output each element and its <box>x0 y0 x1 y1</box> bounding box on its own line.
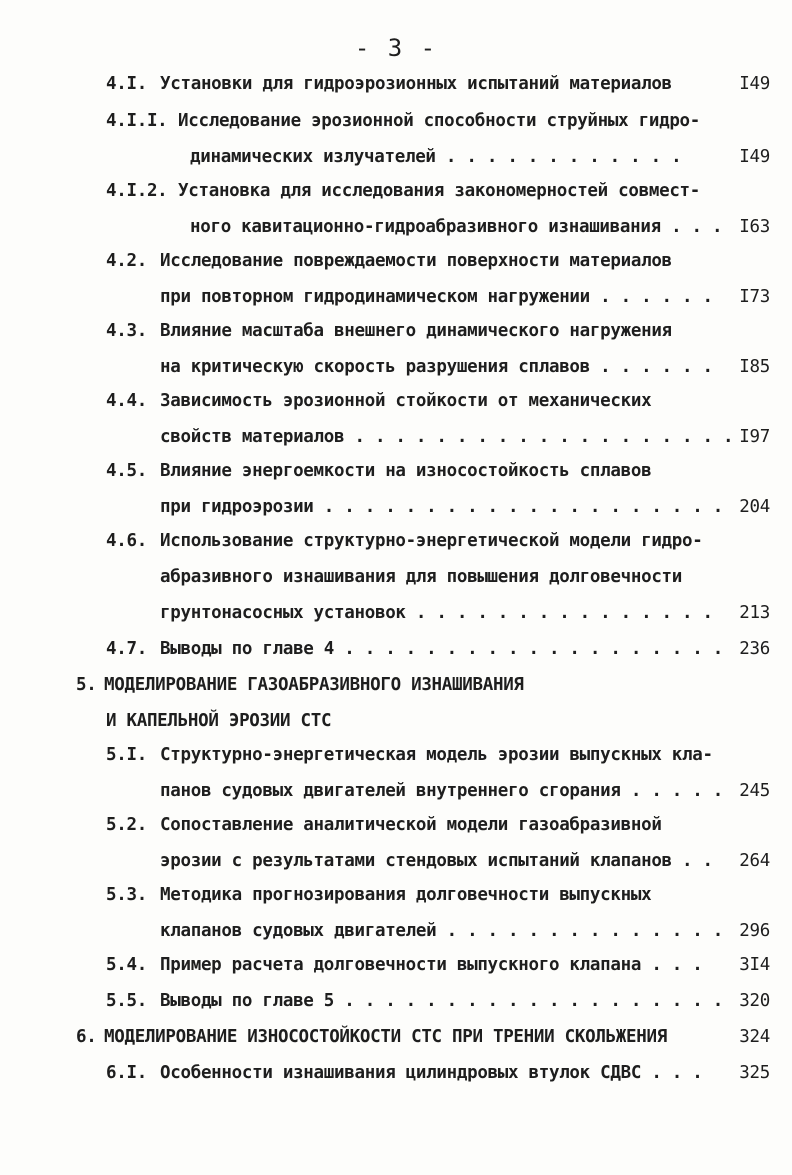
toc-entry-page: 236 <box>739 639 770 659</box>
toc-entry-title: абразивного изнашивания для повышения долговечности <box>160 567 683 587</box>
page-number: - 3 - <box>354 34 438 62</box>
toc-entry-number: 5. <box>76 675 97 695</box>
toc-entry-page: I85 <box>739 357 770 377</box>
toc-entry-title: Влияние энергоемкости на износостойкость сплавов <box>160 461 652 481</box>
toc-entry-title: Установка для исследования закономерностей совмест- <box>178 181 701 201</box>
toc-entry-title: ного кавитационно-гидроабразивного изнашивания . . . <box>190 217 723 237</box>
toc-line <box>0 526 792 556</box>
toc-entry-page: I97 <box>739 427 770 447</box>
toc-line <box>0 986 792 1016</box>
toc-entry-title: Использование структурно-энергетической модели гидро- <box>160 531 703 551</box>
toc-entry-title: динамических излучателей . . . . . . . . . . . . <box>190 147 682 167</box>
toc-entry-number: 4.I.I. <box>106 111 168 131</box>
toc-line <box>0 1022 792 1052</box>
toc-entry-number: 5.3. <box>106 885 147 905</box>
toc-line <box>0 880 792 910</box>
toc-line <box>0 422 792 452</box>
toc-entry-page: 3I4 <box>739 955 770 975</box>
toc-entry-title: Сопоставление аналитической модели газоабразивной <box>160 815 662 835</box>
toc-entry-number: 4.2. <box>106 251 147 271</box>
toc-entry-number: 4.7. <box>106 639 147 659</box>
toc-entry-number: 4.6. <box>106 531 147 551</box>
toc-line <box>0 598 792 628</box>
toc-entry-title: МОДЕЛИРОВАНИЕ ГАЗОАБРАЗИВНОГО ИЗНАШИВАНИЯ <box>104 675 524 695</box>
toc-entry-title: свойств материалов . . . . . . . . . . . . . . . . . . . <box>160 427 734 447</box>
toc-entry-title: Зависимость эрозионной стойкости от механических <box>160 391 652 411</box>
toc-line <box>0 316 792 346</box>
toc-line <box>0 176 792 206</box>
toc-line <box>0 456 792 486</box>
toc-entry-number: 4.I. <box>106 74 147 94</box>
toc-line <box>0 810 792 840</box>
toc-line <box>0 69 792 99</box>
toc-entry-title: на критическую скорость разрушения сплавов . . . . . . <box>160 357 713 377</box>
toc-entry-page: I73 <box>739 287 770 307</box>
toc-entry-title: при повторном гидродинамическом нагружении . . . . . . <box>160 287 713 307</box>
toc-entry-title: Исследование эрозионной способности струйных гидро- <box>178 111 701 131</box>
toc-entry-title: грунтонасосных установок . . . . . . . . . . . . . . . <box>160 603 713 623</box>
toc-entry-page: I49 <box>739 74 770 94</box>
toc-entry-page: 264 <box>739 851 770 871</box>
toc-line <box>0 282 792 312</box>
toc-line <box>0 106 792 136</box>
toc-entry-title: при гидроэрозии . . . . . . . . . . . . . . . . . . . . <box>160 497 723 517</box>
toc-line <box>0 212 792 242</box>
toc-entry-title: Особенности изнашивания цилиндровых втулок СДВС . . . <box>160 1063 703 1083</box>
toc-entry-number: 6. <box>76 1027 97 1047</box>
toc-line <box>0 386 792 416</box>
toc-entry-number: 5.5. <box>106 991 147 1011</box>
toc-line <box>0 1058 792 1088</box>
toc-entry-page: 213 <box>739 603 770 623</box>
toc-line <box>0 142 792 172</box>
toc-entry-page: 325 <box>739 1063 770 1083</box>
toc-entry-page: I49 <box>739 147 770 167</box>
toc-entry-number: 5.4. <box>106 955 147 975</box>
toc-line <box>0 916 792 946</box>
toc-entry-title: И КАПЕЛЬНОЙ ЭРОЗИИ СТС <box>106 711 332 731</box>
toc-entry-number: 5.I. <box>106 745 147 765</box>
toc-entry-number: 4.3. <box>106 321 147 341</box>
toc-entry-page: 245 <box>739 781 770 801</box>
toc-entry-title: Выводы по главе 5 . . . . . . . . . . . . . . . . . . . <box>160 991 723 1011</box>
toc-line <box>0 670 792 700</box>
toc-entry-title: клапанов судовых двигателей . . . . . . . . . . . . . . <box>160 921 723 941</box>
toc-entry-number: 4.5. <box>106 461 147 481</box>
toc-entry-title: Пример расчета долговечности выпускного клапана . . . <box>160 955 703 975</box>
toc-entry-number: 5.2. <box>106 815 147 835</box>
toc-entry-title: Влияние масштаба внешнего динамического нагружения <box>160 321 672 341</box>
toc-entry-title: панов судовых двигателей внутреннего сгорания . . . . . <box>160 781 723 801</box>
toc-entry-title: эрозии с результатами стендовых испытаний клапанов . . <box>160 851 713 871</box>
toc-entry-page: 320 <box>739 991 770 1011</box>
toc-line <box>0 950 792 980</box>
toc-line <box>0 634 792 664</box>
toc-entry-number: 4.4. <box>106 391 147 411</box>
toc-line <box>0 246 792 276</box>
toc-line <box>0 352 792 382</box>
toc-entry-title: МОДЕЛИРОВАНИЕ ИЗНОСОСТОЙКОСТИ СТС ПРИ ТРЕНИИ СКОЛЬЖЕНИЯ <box>104 1027 667 1047</box>
toc-line <box>0 740 792 770</box>
toc-entry-page: 296 <box>739 921 770 941</box>
toc-entry-title: Методика прогнозирования долговечности выпускных <box>160 885 652 905</box>
toc-entry-page: 204 <box>739 497 770 517</box>
toc-line <box>0 846 792 876</box>
toc-entry-number: 4.I.2. <box>106 181 168 201</box>
toc-entry-page: 324 <box>739 1027 770 1047</box>
toc-line <box>0 492 792 522</box>
toc-entry-title: Установки для гидроэрозионных испытаний материалов <box>160 74 672 94</box>
toc-line <box>0 776 792 806</box>
toc-entry-title: Исследование повреждаемости поверхности материалов <box>160 251 672 271</box>
toc-line <box>0 706 792 736</box>
toc-entry-number: 6.I. <box>106 1063 147 1083</box>
toc-entry-title: Выводы по главе 4 . . . . . . . . . . . . . . . . . . . <box>160 639 723 659</box>
toc-line <box>0 562 792 592</box>
toc-entry-page: I63 <box>739 217 770 237</box>
toc-entry-title: Структурно-энергетическая модель эрозии выпускных кла- <box>160 745 713 765</box>
